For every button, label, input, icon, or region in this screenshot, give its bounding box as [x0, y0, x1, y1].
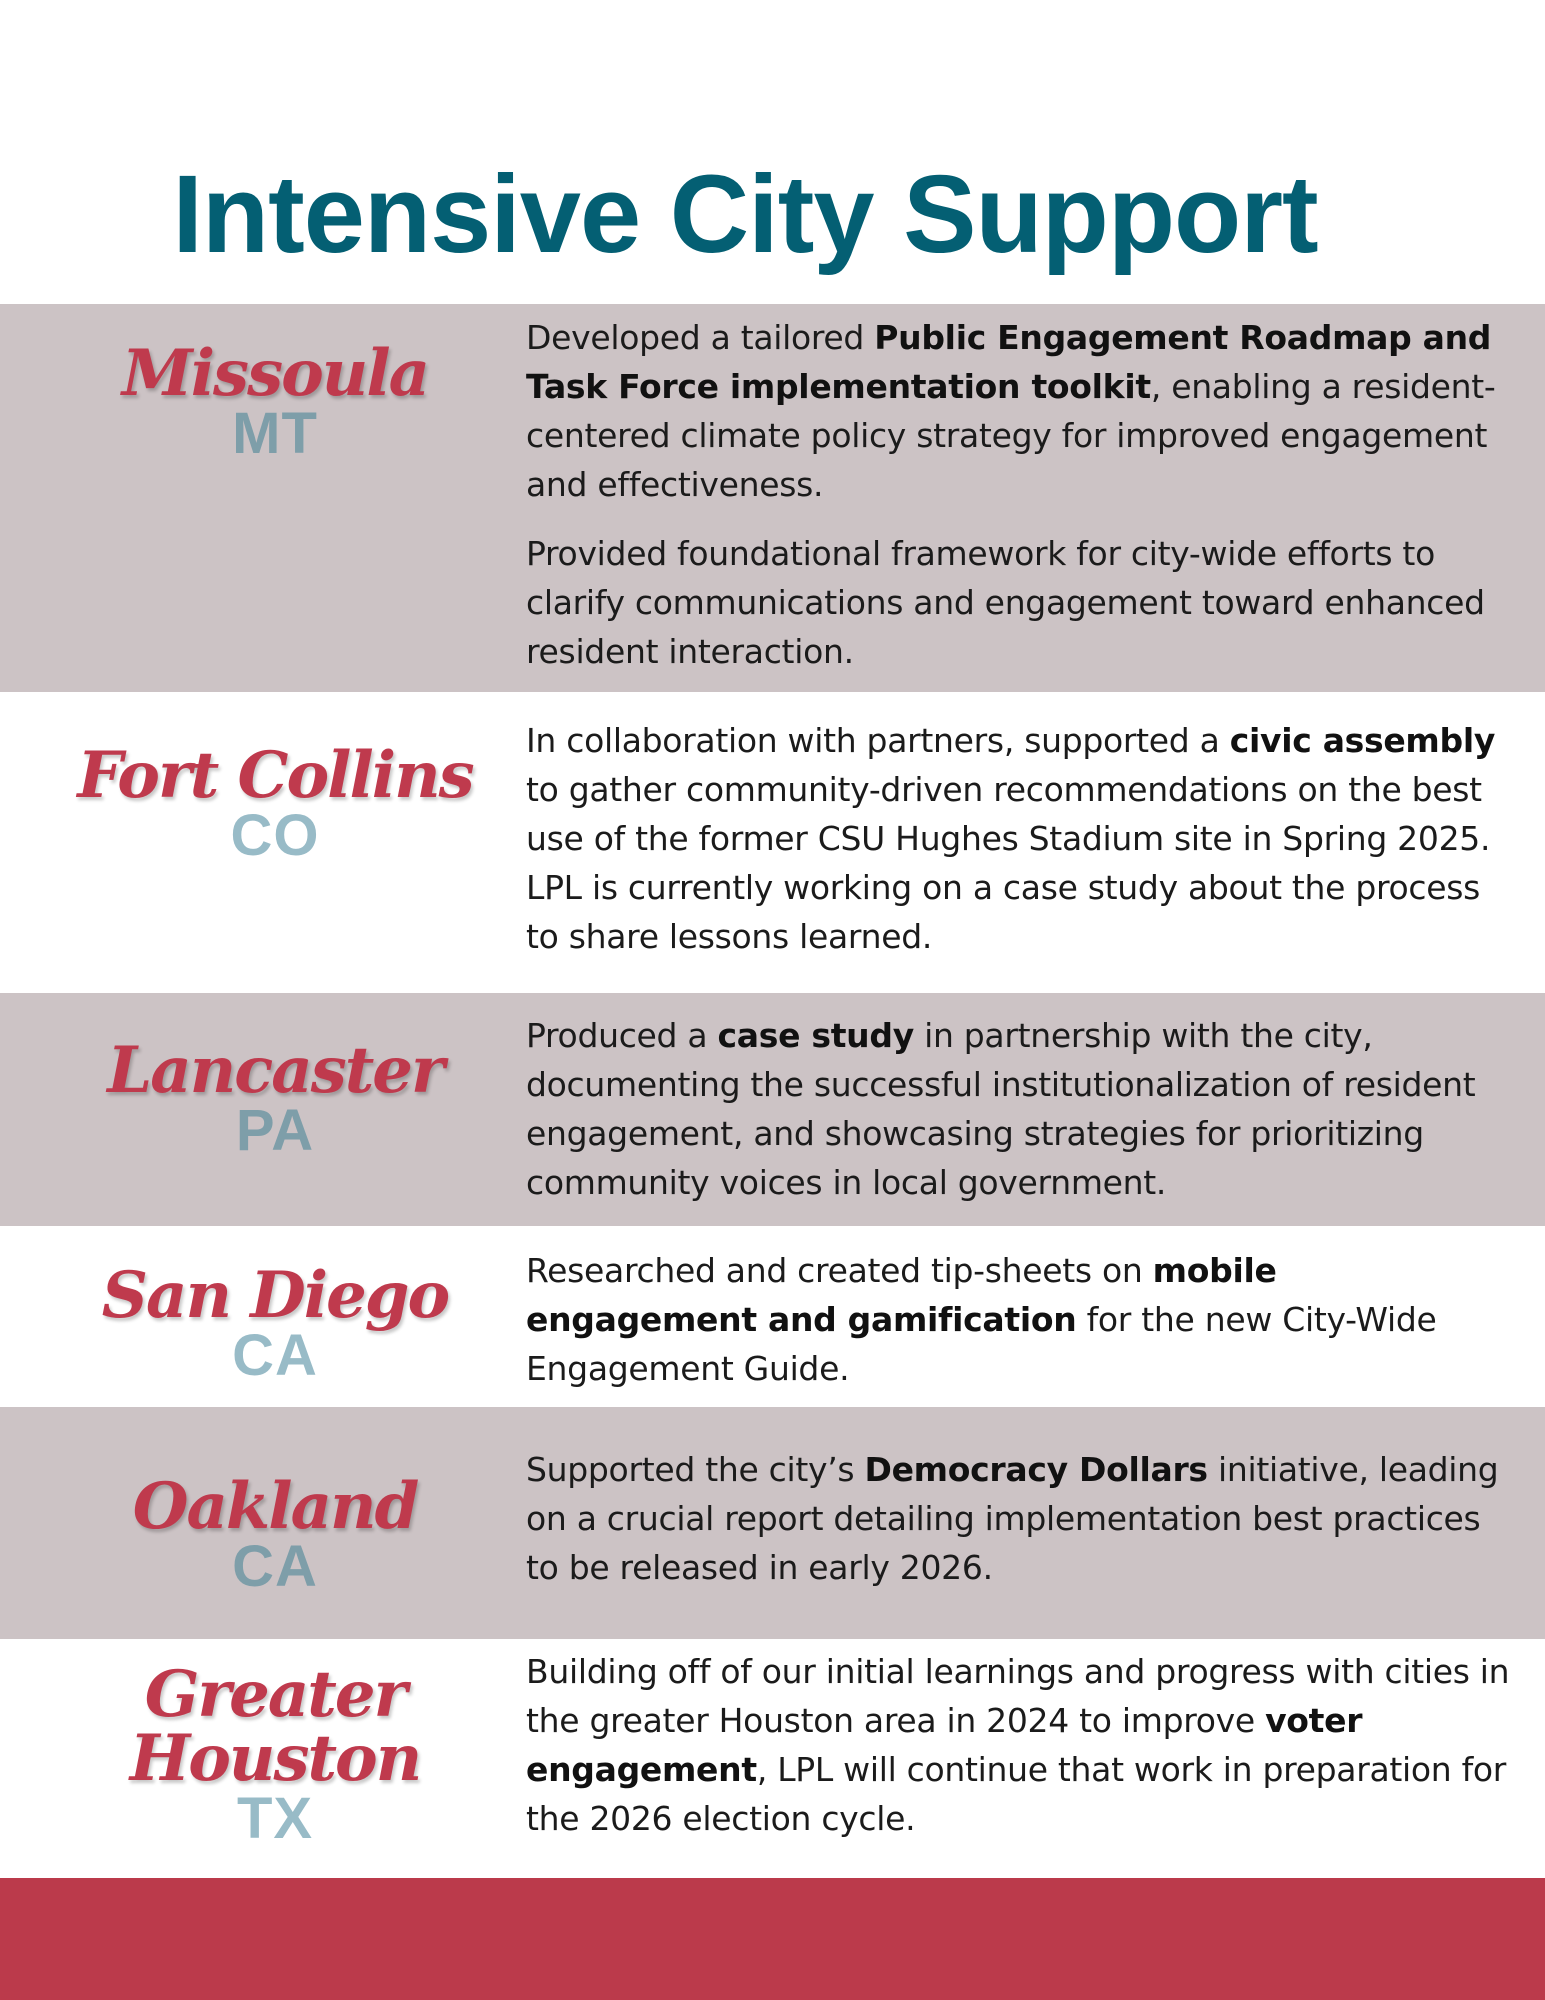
city-name: Fort Collins: [77, 738, 473, 813]
city-name: Oakland: [132, 1469, 418, 1544]
city-heading: [30, 1258, 520, 1388]
city-heading: [30, 1033, 520, 1163]
city-name: Lancaster: [107, 1033, 443, 1108]
state-abbreviation: TX: [236, 1786, 314, 1851]
description-paragraph: [526, 1647, 1516, 1843]
text: Developed a tailored: [526, 318, 875, 357]
state-abbreviation: CO: [230, 803, 320, 868]
city-description: [526, 1647, 1516, 1843]
text: In collaboration with partners, supported a: [526, 721, 1230, 760]
text: initiative, leading on a crucial report detailing implementation best practices to be released in early 2026.: [526, 1450, 1499, 1587]
emphasis-text: Public Engagement Roadmap and Task Force implementation toolkit: [526, 318, 1492, 406]
text: Researched and created tip-sheets on: [526, 1251, 1153, 1290]
emphasis-text: mobile engagement and gamification: [526, 1251, 1277, 1339]
city-row-san-diego: [0, 1226, 1545, 1407]
city-name: San Diego: [101, 1258, 449, 1333]
text: , enabling a resident-centered climate policy strategy for improved engagement and effectiveness.: [526, 367, 1496, 504]
description-paragraph: [526, 1011, 1516, 1207]
text: to gather community-driven recommendations on the best use of the former CSU Hughes Stadium site in Spring 2025. LPL is currently working on a case study about the process to share lessons learned.: [526, 770, 1491, 956]
city-description: [526, 1445, 1516, 1592]
text: Provided foundational framework for city-wide efforts to clarify communications and engagement toward enhanced resident interaction.: [526, 534, 1485, 671]
text: , LPL will continue that work in preparation for the 2026 election cycle.: [526, 1750, 1507, 1838]
city-description: [526, 716, 1516, 961]
text: in partnership with the city, documenting the successful institutionalization of resident engagement, and showcasing strategies for prioritizing community voices in local government.: [526, 1016, 1476, 1202]
state-abbreviation: MT: [232, 401, 318, 466]
city-row-lancaster: [0, 993, 1545, 1226]
description-paragraph: [526, 1445, 1516, 1592]
city-description: [526, 1246, 1516, 1393]
emphasis-text: voter engagement: [526, 1701, 1363, 1789]
city-row-greater-houston: [0, 1639, 1545, 1878]
state-abbreviation: PA: [235, 1098, 315, 1163]
city-row-oakland: [0, 1407, 1545, 1639]
description-paragraph: [526, 716, 1516, 961]
text: for the new City-Wide Engagement Guide.: [526, 1300, 1437, 1388]
state-abbreviation: CA: [232, 1534, 318, 1599]
city-name-line-1: Greater: [144, 1657, 406, 1732]
text: Produced a: [526, 1016, 718, 1055]
city-name: Missoula: [121, 336, 429, 411]
city-heading: [30, 1657, 520, 1851]
description-paragraph: [526, 529, 1516, 676]
city-description: [526, 313, 1516, 676]
city-name-line-2: Houston: [129, 1721, 421, 1796]
city-row-fort-collins: [0, 692, 1545, 993]
description-paragraph: [526, 313, 1516, 509]
footer-bar: [0, 1878, 1545, 2000]
city-row-missoula: [0, 304, 1545, 692]
city-heading: [30, 336, 520, 466]
city-heading: [30, 1469, 520, 1599]
emphasis-text: civic assembly: [1229, 721, 1496, 760]
emphasis-text: Democracy Dollars: [864, 1450, 1208, 1489]
page-title: Intensive City Support: [172, 153, 1318, 276]
text: Building off of our initial learnings and progress with cities in the greater Houston area in 2024 to improve: [526, 1652, 1510, 1740]
city-heading: [30, 738, 520, 868]
description-paragraph: [526, 1246, 1516, 1393]
text: Supported the city’s: [526, 1450, 865, 1489]
state-abbreviation: CA: [232, 1323, 318, 1388]
city-description: [526, 1011, 1516, 1207]
emphasis-text: case study: [717, 1016, 914, 1055]
